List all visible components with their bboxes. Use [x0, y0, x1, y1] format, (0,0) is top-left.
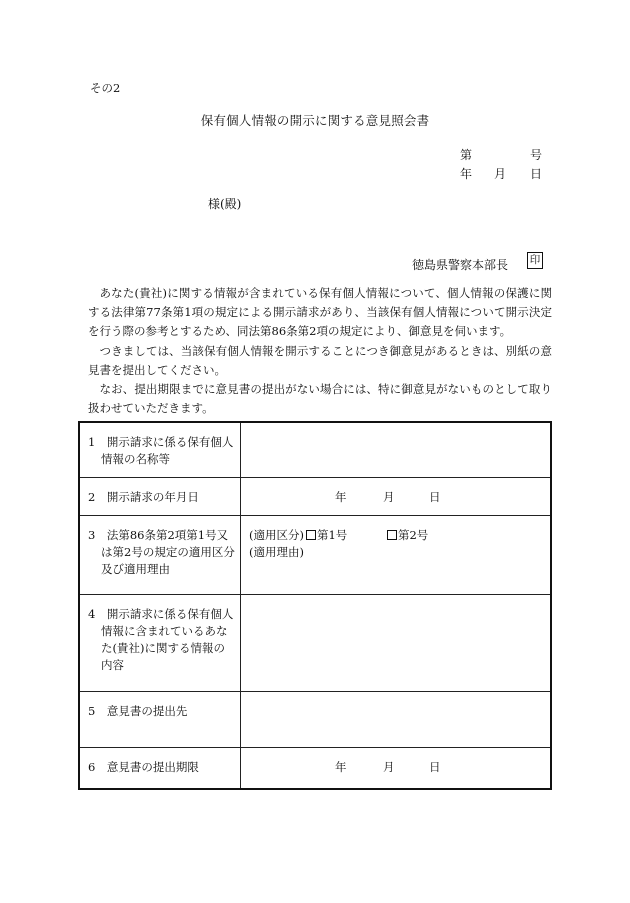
inquiry-table	[78, 421, 552, 790]
table-row	[79, 691, 551, 747]
option-2-label: 第2号	[397, 527, 429, 542]
issue-date-year: 年	[460, 167, 473, 181]
table-row	[79, 515, 551, 594]
row-label: 3 法第86条第2項第1号又は第2号の規定の適用区分及び適用理由	[79, 515, 241, 594]
paragraph-deadline-notice: なお、提出期限までに意見書の提出がない場合には、特に御意見がないものとして取り扱わせていただきます。	[88, 382, 552, 416]
row-label: 6 意見書の提出期限	[79, 747, 241, 789]
table-row	[79, 477, 551, 515]
issue-date-month: 月	[494, 167, 507, 181]
issue-date-day: 日	[530, 167, 543, 181]
paragraph-opinion-submission: つきましては、当該保有個人情報を開示することにつき御意見があるときは、別紙の意見書を提出してください。	[88, 343, 552, 377]
submission-destination-field[interactable]	[241, 691, 552, 747]
form-number-label: その2	[90, 81, 121, 95]
row-label: 2 開示請求の年月日	[79, 477, 241, 515]
request-date-month: 月	[383, 489, 395, 504]
reference-number-suffix: 号	[530, 148, 543, 162]
paragraph-request-notice: あなた(貴社)に関する情報が含まれている保有個人情報について、個人情報の保護に関する法律第77条第1項の規定による開示請求があり、当該保有個人情報について開示決定を行う際の参考とするため、同法第86条第2項の規定により、御意見を伺います。	[88, 286, 552, 339]
row-label: 5 意見書の提出先	[79, 691, 241, 747]
request-date-year: 年	[335, 489, 347, 504]
row-label: 1 開示請求に係る保有個人情報の名称等	[79, 422, 241, 477]
option-1-label: 第1号	[316, 527, 348, 542]
row-label: 4 開示請求に係る保有個人情報に含まれているあなた(貴社)に関する情報の内容	[79, 594, 241, 691]
table-row	[79, 422, 551, 477]
deadline-year: 年	[335, 759, 347, 774]
sender-name: 徳島県警察本部長	[412, 258, 509, 272]
checkbox-option-1[interactable]	[306, 530, 316, 540]
info-name-field[interactable]	[241, 422, 552, 477]
submission-deadline-field[interactable]	[241, 747, 552, 789]
checkbox-option-2[interactable]	[387, 530, 397, 540]
deadline-day: 日	[429, 759, 441, 774]
reference-number-prefix: 第	[460, 148, 473, 162]
seal-mark: 印	[527, 252, 543, 269]
deadline-month: 月	[383, 759, 395, 774]
info-content-field[interactable]	[241, 594, 552, 691]
document-title: 保有個人情報の開示に関する意見照会書	[200, 113, 430, 128]
table-row	[79, 747, 551, 789]
reason-label: (適用理由)	[249, 544, 304, 559]
request-date-day: 日	[429, 489, 441, 504]
request-date-field[interactable]	[241, 477, 552, 515]
category-label: (適用区分)	[249, 527, 304, 542]
body-text	[88, 284, 552, 418]
addressee: 様(殿)	[208, 197, 242, 211]
table-row	[79, 594, 551, 691]
applicable-category-field	[241, 515, 552, 594]
